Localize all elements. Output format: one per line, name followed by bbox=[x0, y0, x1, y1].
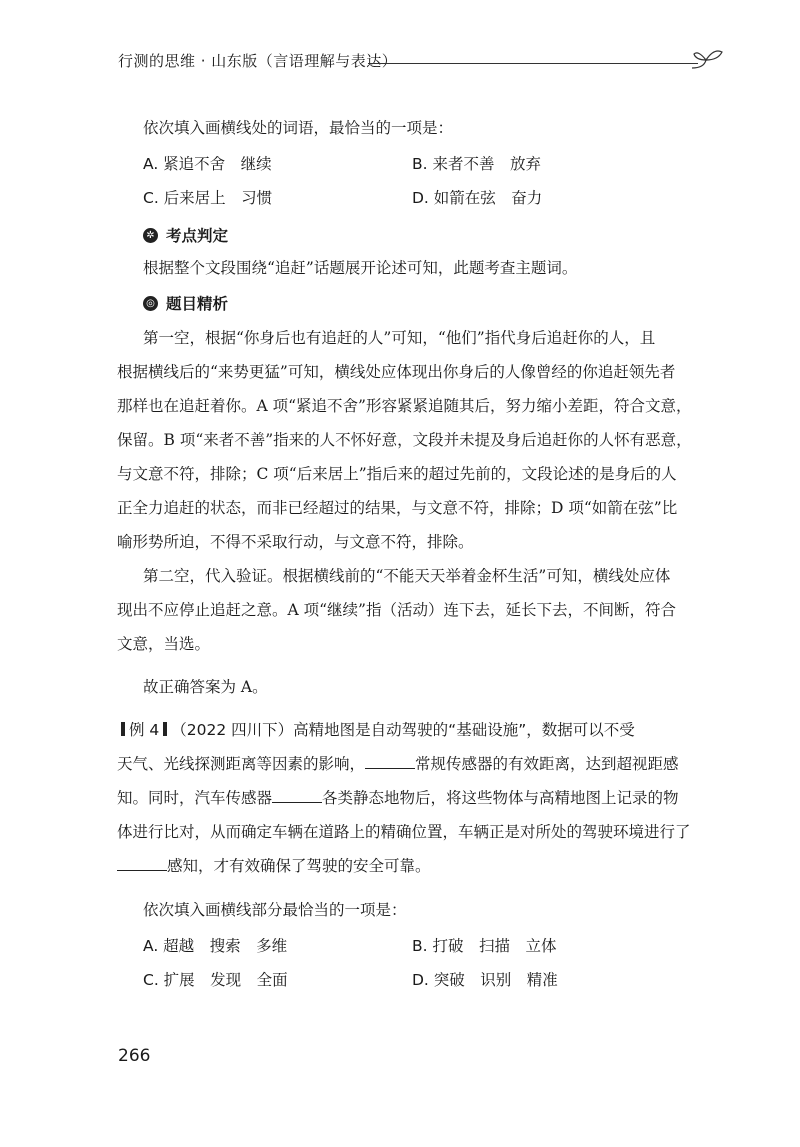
fill-blank bbox=[272, 788, 322, 803]
analysis-line: 正全力追赶的状态，而非已经超过的结果，与文意不符，排除；D 项“如箭在弦”比 bbox=[117, 499, 678, 517]
section-kaodian-title: 考点判定 bbox=[166, 227, 229, 245]
section-kaodian bbox=[143, 224, 228, 246]
analysis-line: 那样也在追赶着你。A 项“紧追不舍”形容紧紧追随其后，努力缩小差距，符合文意， bbox=[117, 397, 692, 415]
header-title: 行测的思维 · 山东版（言语理解与表达） bbox=[118, 52, 398, 70]
example-4-line: 体进行比对，从而确定车辆在道路上的精确位置，车辆正是对所处的驾驶环境进行了 bbox=[117, 823, 691, 841]
example-marker bbox=[163, 722, 167, 736]
example-prompt: 依次填入画横线部分最恰当的一项是： bbox=[143, 901, 407, 919]
analysis-line: 根据横线后的“来势更猛”可知，横线处应体现出你身后的人像曾经的你追赶领先者 bbox=[117, 363, 676, 381]
example-label: 例 4 bbox=[129, 721, 160, 739]
page-number: 266 bbox=[118, 1046, 151, 1066]
example-4-line bbox=[117, 754, 681, 774]
analysis-line: 与文意不符，排除；C 项“后来居上”指后来的超过先前的，文段论述的是身后的人 bbox=[117, 465, 677, 483]
option-a: A. 超越 搜索 多维 bbox=[143, 937, 288, 955]
running-header bbox=[118, 46, 718, 76]
example-text: 各类静态地物后，将这些物体与高精地图上记录的物 bbox=[322, 789, 679, 807]
example-text: 知。同时，汽车传感器 bbox=[117, 789, 273, 807]
analysis-line: 第一空，根据“你身后也有追赶的人”可知，“他们”指代身后追赶你的人，且 bbox=[143, 329, 656, 347]
option-a: A. 紧追不舍 继续 bbox=[143, 155, 272, 173]
example-text: 感知，才有效确保了驾驶的安全可靠。 bbox=[167, 857, 431, 875]
kaodian-text: 根据整个文段围绕“追赶”话题展开论述可知，此题考查主题词。 bbox=[143, 259, 578, 277]
analysis-line: 喻形势所迫，不得不采取行动，与文意不符，排除。 bbox=[117, 533, 474, 551]
example-4-line bbox=[117, 720, 681, 740]
option-b: B. 来者不善 放弃 bbox=[412, 155, 541, 173]
example-text: 高精地图是自动驾驶的“基础设施”，数据可以不受 bbox=[293, 721, 635, 739]
analysis-line: 第二空，代入验证。根据横线前的“不能天天举着金杯生活”可知，横线处应体 bbox=[143, 567, 671, 585]
answer-line: 故正确答案为 A。 bbox=[143, 678, 268, 696]
example-text: 常规传感器的有效距离，达到超视距感 bbox=[415, 755, 679, 773]
fill-blank bbox=[117, 856, 167, 871]
target-icon: ◎ bbox=[143, 296, 158, 311]
option-d: D. 如箭在弦 奋力 bbox=[412, 189, 543, 207]
sprout-icon bbox=[690, 46, 726, 76]
option-c: C. 后来居上 习惯 bbox=[143, 189, 273, 207]
section-jingxi-title: 题目精析 bbox=[166, 295, 229, 313]
analysis-line: 现出不应停止追赶之意。A 项“继续”指（活动）连下去，延长下去，不间断，符合 bbox=[117, 601, 676, 619]
question-prompt: 依次填入画横线处的词语，最恰当的一项是： bbox=[143, 119, 454, 137]
example-text: 天气、光线探测距离等因素的影响， bbox=[117, 755, 366, 773]
fill-blank bbox=[365, 754, 415, 769]
example-4-line bbox=[117, 788, 681, 808]
analysis-line: 文意，当选。 bbox=[117, 635, 211, 653]
example-marker bbox=[121, 722, 125, 736]
option-c: C. 扩展 发现 全面 bbox=[143, 971, 288, 989]
example-source: （2022 四川下） bbox=[171, 721, 294, 739]
header-rule bbox=[368, 63, 698, 64]
option-b: B. 打破 扫描 立体 bbox=[412, 937, 557, 955]
gear-icon: ✲ bbox=[143, 228, 158, 243]
example-4-line bbox=[117, 856, 681, 876]
option-d: D. 突破 识别 精准 bbox=[412, 971, 558, 989]
analysis-line: 保留。B 项“来者不善”指来的人不怀好意，文段并未提及身后追赶你的人怀有恶意， bbox=[117, 431, 692, 449]
section-jingxi bbox=[143, 292, 228, 314]
